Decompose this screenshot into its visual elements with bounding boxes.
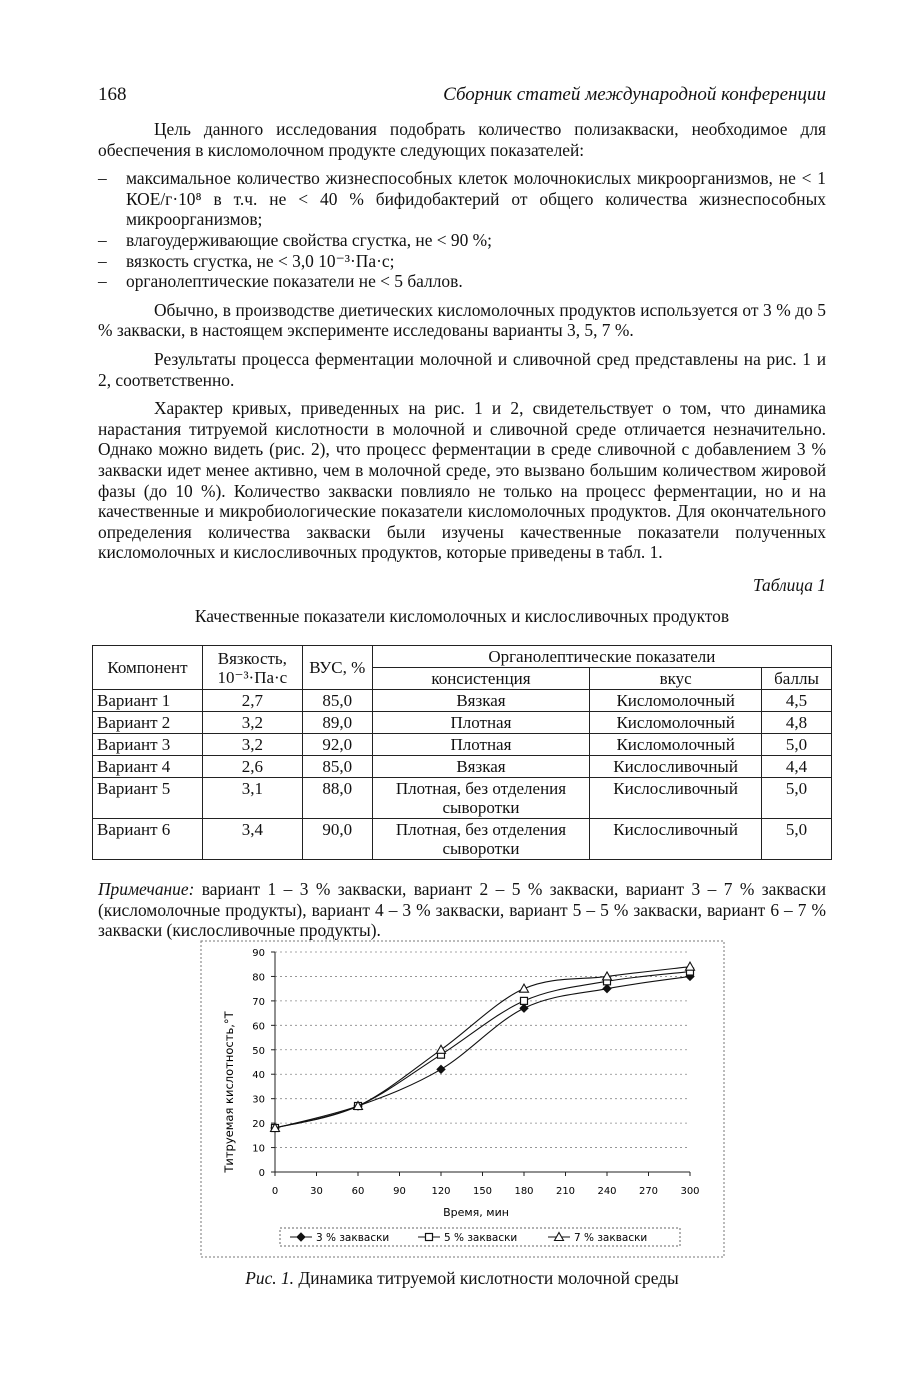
header-taste: вкус: [590, 668, 762, 690]
cell-consistency: Вязкая: [372, 756, 590, 778]
cell-viscosity: 2,7: [202, 690, 302, 712]
cell-score: 4,8: [762, 712, 832, 734]
cell-component: Вариант 5: [93, 778, 203, 819]
cell-vus: 90,0: [302, 819, 372, 860]
note-text: вариант 1 – 3 % закваски, вариант 2 – 5 % закваски, вариант 3 – 7 % закваски (кисломолочные продукты), вариант 4 – 3 % закваски, вариант 5 – 5 % закваски, вариант 6 – 7 % закваски (кислосливочные продукты).: [98, 879, 826, 941]
table-note: [98, 879, 826, 941]
cell-vus: 85,0: [302, 690, 372, 712]
y-tick-label: 70: [252, 996, 265, 1008]
header-viscosity: Вязкость, 10⁻³·Па·с: [202, 646, 302, 690]
x-axis-label: Время, мин: [443, 1206, 509, 1219]
cell-score: 5,0: [762, 734, 832, 756]
data-point-series-3: [437, 1045, 446, 1053]
cell-vus: 92,0: [302, 734, 372, 756]
cell-taste: Кисломолочный: [590, 712, 762, 734]
note-label: Примечание:: [98, 879, 195, 899]
data-point-series-3: [686, 962, 695, 970]
requirements-list: [98, 168, 826, 292]
table-row: [93, 819, 832, 860]
x-tick-label: 30: [310, 1186, 323, 1197]
legend-label-1: 3 % закваски: [316, 1232, 390, 1244]
data-point-series-1: [520, 1004, 528, 1012]
cell-consistency: Плотная, без отделения сыворотки: [372, 778, 590, 819]
cell-viscosity: 3,2: [202, 734, 302, 756]
table-row: [93, 712, 832, 734]
cell-taste: Кисломолочный: [590, 734, 762, 756]
cell-vus: 85,0: [302, 756, 372, 778]
table-row: [93, 756, 832, 778]
cell-consistency: Вязкая: [372, 690, 590, 712]
legend-marker-1: [297, 1233, 305, 1241]
cell-viscosity: 3,1: [202, 778, 302, 819]
y-tick-label: 60: [252, 1021, 265, 1033]
cell-component: Вариант 6: [93, 819, 203, 860]
quality-table: [92, 645, 832, 860]
x-tick-label: 210: [555, 1186, 576, 1197]
cell-taste: Кислосливочный: [590, 756, 762, 778]
list-item: – органолептические показатели не < 5 баллов.: [98, 271, 826, 292]
chart-legend: [280, 1228, 680, 1246]
intro-paragraph: Цель данного исследования подобрать количество полизакваски, необходимое для обеспечения в кисломолочном продукте следующих показателей:: [98, 119, 826, 160]
page-number: 168: [98, 84, 127, 105]
y-tick-label: 40: [252, 1070, 265, 1082]
cell-vus: 88,0: [302, 778, 372, 819]
x-tick-label: 270: [638, 1186, 659, 1197]
data-point-series-2: [521, 997, 528, 1004]
y-tick-label: 20: [252, 1119, 265, 1131]
cell-component: Вариант 2: [93, 712, 203, 734]
cell-taste: Кислосливочный: [590, 778, 762, 819]
x-tick-label: 300: [680, 1186, 700, 1197]
data-point-series-1: [437, 1065, 445, 1073]
y-tick-label: 10: [252, 1143, 265, 1155]
cell-consistency: Плотная: [372, 734, 590, 756]
cell-taste: Кислосливочный: [590, 819, 762, 860]
table-caption: Таблица 1: [753, 575, 826, 595]
header-component: Компонент: [93, 646, 203, 690]
x-tick-label: 90: [393, 1186, 406, 1197]
cell-viscosity: 3,4: [202, 819, 302, 860]
series-line-1: [275, 976, 690, 1128]
header-score: баллы: [762, 668, 832, 690]
cell-component: Вариант 3: [93, 734, 203, 756]
paragraph-4: Характер кривых, приведенных на рис. 1 и 2, свидетельствует о том, что динамика нарастания титруемой кислотности в молочной и сливочной среде отличается незначительно. Однако можно видеть (рис. 2), что процесс ферментации в среде сливочной с добавлением 3 % закваски идет менее активно, чем в молочной среде, это вызвано большим количеством жировой фазы (до 10 %). Количество закваски повлияло не только на процесс ферментации, но и на качественные и микробиологические показатели кисломолочных продуктов. Для окончательного определения количества закваски были изучены качественные показатели полученных кисломолочных и кислосливочных продуктов, которые приведены в табл. 1.: [98, 398, 826, 563]
y-tick-label: 30: [252, 1094, 265, 1106]
figure-caption-text: Динамика титруемой кислотности молочной среды: [294, 1268, 679, 1288]
y-tick-label: 80: [252, 972, 265, 984]
cell-score: 5,0: [762, 778, 832, 819]
cell-score: 4,5: [762, 690, 832, 712]
cell-component: Вариант 4: [93, 756, 203, 778]
journal-title: Сборник статей международной конференции: [443, 84, 826, 105]
x-tick-label: 60: [351, 1186, 365, 1197]
cell-score: 5,0: [762, 819, 832, 860]
cell-consistency: Плотная, без отделения сыворотки: [372, 819, 590, 860]
series-line-3: [275, 967, 690, 1128]
cell-viscosity: 3,2: [202, 712, 302, 734]
list-item: – влагоудерживающие свойства сгустка, не < 90 %;: [98, 230, 826, 251]
figure-label: Рис. 1.: [245, 1268, 295, 1288]
cell-viscosity: 2,6: [202, 756, 302, 778]
legend-label-3: 7 % закваски: [574, 1232, 648, 1244]
x-tick-label: 120: [431, 1186, 451, 1197]
x-tick-label: 180: [514, 1186, 534, 1197]
list-item: – максимальное количество жизнеспособных клеток молочнокислых микроорганизмов, не < 1 КОЕ/г·10⁸ в т.ч. не < 40 % бифидобактерий от общего количества жизнеспособных микроорганизмов;: [98, 168, 826, 230]
legend-label-2: 5 % закваски: [444, 1232, 518, 1244]
series-line-2: [275, 972, 690, 1128]
y-tick-label: 90: [252, 948, 265, 959]
cell-consistency: Плотная: [372, 712, 590, 734]
data-point-series-3: [520, 984, 529, 992]
header-organoleptic: Органолептические показатели: [372, 646, 831, 668]
legend-marker-2: [426, 1234, 433, 1241]
table-title: Качественные показатели кисломолочных и кислосливочных продуктов: [194, 606, 730, 626]
figure-caption: [98, 1268, 826, 1289]
cell-component: Вариант 1: [93, 690, 203, 712]
paragraph-2: Обычно, в производстве диетических кисломолочных продуктов используется от 3 % до 5 % закваски, в настоящем эксперименте исследованы варианты 3, 5, 7 %.: [98, 299, 826, 341]
table-row: [93, 778, 832, 819]
cell-taste: Кисломолочный: [590, 690, 762, 712]
table-row: [93, 690, 832, 712]
paragraph-3: Результаты процесса ферментации молочной и сливочной сред представлены на рис. 1 и 2, соответственно.: [98, 348, 826, 390]
header-vus: ВУС, %: [302, 646, 372, 690]
data-point-series-1: [603, 985, 611, 993]
header-consistency: консистенция: [372, 668, 590, 690]
cell-vus: 89,0: [302, 712, 372, 734]
x-tick-label: 240: [597, 1186, 617, 1197]
cell-score: 4,4: [762, 756, 832, 778]
x-tick-label: 150: [472, 1186, 493, 1197]
y-tick-label: 0: [258, 1168, 265, 1179]
y-axis-label: Титруемая кислотность,°Т: [222, 1011, 236, 1173]
x-tick-label: 0: [271, 1186, 279, 1197]
y-tick-label: 50: [252, 1045, 265, 1057]
table-row: [93, 734, 832, 756]
list-item: – вязкость сгустка, не < 3,0 10⁻³·Па·с;: [98, 251, 826, 272]
article-body: [98, 119, 826, 571]
acidity-chart: [200, 940, 725, 1258]
page-header: [98, 84, 826, 112]
